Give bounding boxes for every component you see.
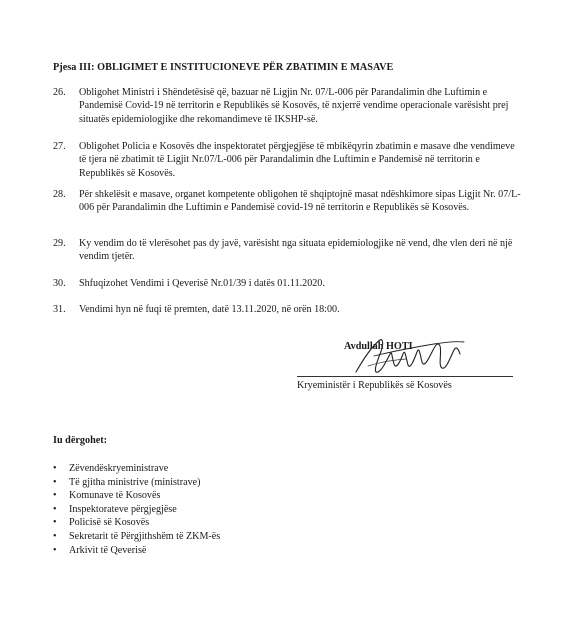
recipient-label: Sekretarit të Përgjithshëm të ZKM-ës: [69, 530, 221, 542]
article-text: Shfuqizohet Vendimi i Qeverisë Nr.01/39 i datës 01.11.2020.: [79, 278, 325, 289]
article-number: 30.: [53, 278, 66, 289]
article-29: [53, 237, 523, 264]
list-item: [53, 516, 220, 530]
recipient-label: Arkivit të Qeverisë: [69, 544, 147, 556]
list-item: [53, 544, 220, 558]
signature-line: [297, 376, 513, 377]
bullet-icon: •: [53, 490, 57, 502]
article-text: Për shkelësit e masave, organet kompetente obligohen të shqiptojnë masat ndëshkimore sipas Ligjit Nr. 07/L-006 për Parandalimin dhe Luftimin e Pandemisë covid-19 në territorin e Republikës së Kosovës.: [79, 189, 521, 214]
article-30: [53, 277, 523, 290]
article-text: Obligohet Policia e Kosovës dhe inspektoratet përgjegjëse të mbikëqyrin zbatimin e masave dhe vendimeve të tjera në zbatimit të Ligjit Nr.07/L-006 për Parandalimin dhe Luftimin e Pandemisë në territorin e Republikës së Kosovës.: [79, 141, 515, 179]
article-27: [53, 140, 523, 180]
article-number: 29.: [53, 238, 66, 249]
article-26: [53, 86, 523, 126]
list-item: [53, 489, 220, 503]
bullet-icon: •: [53, 517, 57, 529]
distribution-list: [53, 462, 220, 557]
signatory-name: Avdullah HOTI: [344, 341, 413, 352]
bullet-icon: •: [53, 530, 57, 542]
list-item: [53, 503, 220, 517]
article-text: Vendimi hyn në fuqi të premten, datë 13.11.2020, në orën 18:00.: [79, 304, 340, 315]
bullet-icon: •: [53, 476, 57, 488]
signatory-title: Kryeministër i Republikës së Kosovës: [297, 380, 452, 391]
list-item: [53, 530, 220, 544]
bullet-icon: •: [53, 544, 57, 556]
recipient-label: Zëvendëskryeministrave: [69, 463, 169, 474]
handwritten-signature: [350, 332, 470, 380]
article-28: [53, 188, 523, 215]
article-number: 31.: [53, 304, 66, 315]
article-number: 26.: [53, 87, 66, 98]
recipient-label: Komunave të Kosovës: [69, 490, 161, 502]
recipient-label: Policisë së Kosovës: [69, 517, 150, 529]
section-title: Pjesa III: OBLIGIMET E INSTITUCIONEVE PËR ZBATIMIN E MASAVE: [53, 62, 394, 73]
article-31: [53, 303, 523, 316]
article-text: Obligohet Ministri i Shëndetësisë që, bazuar në Ligjin Nr. 07/L-006 për Parandalimin dhe Luftimin e Pandemisë Covid-19 në territorin e Republikës së Kosovës, të nxjerrë vendime operacionale varësisht prej situatës epidemiologjike dhe rekomandimeve të IKSHP-së.: [79, 87, 509, 125]
article-text: Ky vendim do të vlerësohet pas dy javë, varësisht nga situata epidemiologjike në vend, dhe vlen deri në një vendim tjetër.: [79, 238, 513, 263]
distribution-heading: Iu dërgohet:: [53, 435, 108, 446]
list-item: [53, 462, 220, 476]
article-number: 28.: [53, 189, 66, 200]
recipient-label: Inspektorateve përgjegjëse: [69, 503, 177, 515]
recipient-label: Të gjitha ministrive (ministrave): [69, 476, 201, 488]
bullet-icon: •: [53, 503, 57, 515]
list-item: [53, 476, 220, 490]
bullet-icon: •: [53, 463, 57, 474]
article-number: 27.: [53, 141, 66, 152]
